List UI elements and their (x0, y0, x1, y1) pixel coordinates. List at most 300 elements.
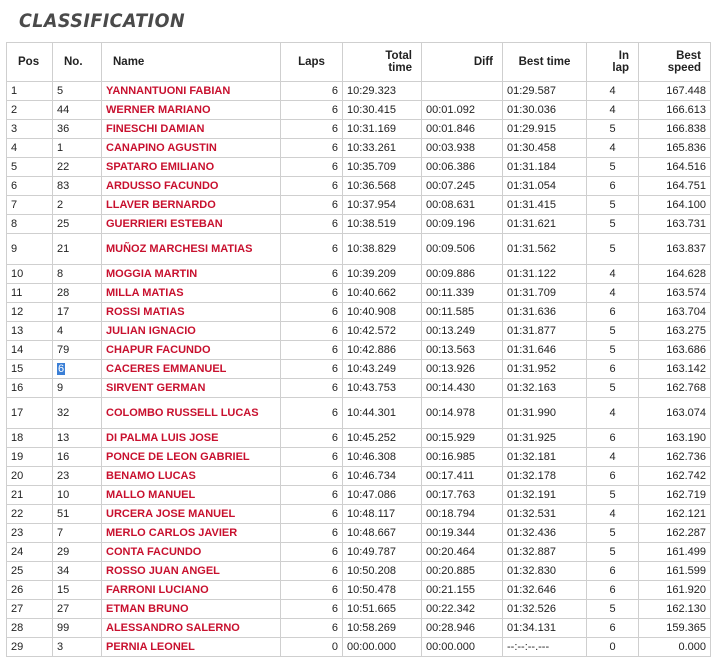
cell-name: ARDUSSO FACUNDO (102, 177, 281, 196)
col-header-no[interactable]: No. (53, 43, 102, 82)
cell-total-time: 10:40.908 (343, 303, 422, 322)
cell-in-lap: 6 (587, 619, 639, 638)
cell-no: 99 (53, 619, 102, 638)
cell-total-time: 10:49.787 (343, 543, 422, 562)
cell-best-time: 01:31.990 (503, 398, 587, 429)
cell-in-lap: 5 (587, 600, 639, 619)
cell-total-time: 00:00.000 (343, 638, 422, 657)
cell-in-lap: 5 (587, 543, 639, 562)
cell-diff: 00:08.631 (422, 196, 503, 215)
cell-diff: 00:17.763 (422, 486, 503, 505)
table-row[interactable] (7, 448, 711, 467)
cell-diff: 00:06.386 (422, 158, 503, 177)
cell-pos: 9 (7, 234, 53, 265)
cell-no: 17 (53, 303, 102, 322)
cell-best-speed: 163.574 (639, 284, 711, 303)
cell-total-time: 10:30.415 (343, 101, 422, 120)
cell-laps: 6 (281, 284, 343, 303)
table-row[interactable] (7, 581, 711, 600)
cell-diff: 00:01.092 (422, 101, 503, 120)
table-row[interactable] (7, 284, 711, 303)
cell-in-lap: 4 (587, 505, 639, 524)
cell-total-time: 10:37.954 (343, 196, 422, 215)
cell-total-time: 10:36.568 (343, 177, 422, 196)
table-row[interactable] (7, 341, 711, 360)
cell-name: WERNER MARIANO (102, 101, 281, 120)
cell-pos: 22 (7, 505, 53, 524)
cell-name: MILLA MATIAS (102, 284, 281, 303)
cell-pos: 17 (7, 398, 53, 429)
col-header-in-lap-line2: lap (612, 62, 629, 74)
cell-laps: 6 (281, 265, 343, 284)
table-row[interactable] (7, 177, 711, 196)
cell-pos: 8 (7, 215, 53, 234)
cell-best-time: 01:32.181 (503, 448, 587, 467)
cell-best-time: 01:31.621 (503, 215, 587, 234)
cell-total-time: 10:51.665 (343, 600, 422, 619)
cell-best-speed: 163.275 (639, 322, 711, 341)
cell-no: 15 (53, 581, 102, 600)
cell-name: MALLO MANUEL (102, 486, 281, 505)
cell-best-speed: 162.768 (639, 379, 711, 398)
table-row[interactable] (7, 158, 711, 177)
cell-name: YANNANTUONI FABIAN (102, 82, 281, 101)
cell-no: 34 (53, 562, 102, 581)
table-row[interactable] (7, 600, 711, 619)
cell-best-time: 01:32.887 (503, 543, 587, 562)
cell-diff: 00:15.929 (422, 429, 503, 448)
cell-no: 32 (53, 398, 102, 429)
cell-best-speed: 163.142 (639, 360, 711, 379)
cell-diff: 00:11.585 (422, 303, 503, 322)
cell-diff: 00:19.344 (422, 524, 503, 543)
cell-name: SPATARO EMILIANO (102, 158, 281, 177)
table-row[interactable] (7, 467, 711, 486)
cell-in-lap: 5 (587, 322, 639, 341)
cell-best-speed: 0.000 (639, 638, 711, 657)
cell-in-lap: 5 (587, 196, 639, 215)
cell-total-time: 10:47.086 (343, 486, 422, 505)
table-row[interactable] (7, 638, 711, 657)
col-header-total-time-line1: Total (385, 50, 412, 62)
cell-diff: 00:09.506 (422, 234, 503, 265)
cell-best-speed: 163.074 (639, 398, 711, 429)
cell-name: ROSSO JUAN ANGEL (102, 562, 281, 581)
cell-no: 44 (53, 101, 102, 120)
col-header-pos[interactable]: Pos (7, 43, 53, 82)
cell-best-speed: 161.920 (639, 581, 711, 600)
cell-diff: 00:17.411 (422, 467, 503, 486)
cell-pos: 24 (7, 543, 53, 562)
cell-best-speed: 163.190 (639, 429, 711, 448)
table-row[interactable] (7, 322, 711, 341)
cell-no: 1 (53, 139, 102, 158)
cell-no: 83 (53, 177, 102, 196)
table-row[interactable] (7, 524, 711, 543)
cell-laps: 6 (281, 524, 343, 543)
cell-name: COLOMBO RUSSELL LUCAS (102, 398, 281, 429)
cell-best-speed: 161.599 (639, 562, 711, 581)
cell-name: MUÑOZ MARCHESI MATIAS (102, 234, 281, 265)
table-row[interactable] (7, 120, 711, 139)
cell-laps: 6 (281, 619, 343, 638)
cell-diff: 00:07.245 (422, 177, 503, 196)
cell-no (53, 360, 102, 379)
cell-no: 22 (53, 158, 102, 177)
classification-table (6, 42, 711, 657)
cell-best-speed: 163.686 (639, 341, 711, 360)
cell-best-time: 01:31.925 (503, 429, 587, 448)
cell-in-lap: 6 (587, 581, 639, 600)
cell-pos: 6 (7, 177, 53, 196)
table-row[interactable] (7, 379, 711, 398)
cell-total-time: 10:46.308 (343, 448, 422, 467)
cell-diff: 00:14.978 (422, 398, 503, 429)
cell-name: SIRVENT GERMAN (102, 379, 281, 398)
col-header-diff[interactable]: Diff (422, 43, 503, 82)
cell-best-speed: 162.742 (639, 467, 711, 486)
cell-pos: 15 (7, 360, 53, 379)
cell-best-time: 01:32.436 (503, 524, 587, 543)
cell-best-speed: 162.130 (639, 600, 711, 619)
cell-in-lap: 4 (587, 82, 639, 101)
table-row[interactable] (7, 82, 711, 101)
cell-total-time: 10:38.519 (343, 215, 422, 234)
cell-pos: 28 (7, 619, 53, 638)
cell-diff: 00:00.000 (422, 638, 503, 657)
cell-laps: 6 (281, 234, 343, 265)
cell-diff: 00:01.846 (422, 120, 503, 139)
cell-diff (422, 82, 503, 101)
cell-in-lap: 5 (587, 524, 639, 543)
table-body (7, 82, 711, 657)
table-row[interactable] (7, 543, 711, 562)
cell-best-time: 01:34.131 (503, 619, 587, 638)
cell-diff: 00:03.938 (422, 139, 503, 158)
cell-name: URCERA JOSE MANUEL (102, 505, 281, 524)
cell-laps: 6 (281, 467, 343, 486)
cell-total-time: 10:42.886 (343, 341, 422, 360)
cell-pos: 14 (7, 341, 53, 360)
cell-pos: 1 (7, 82, 53, 101)
cell-total-time: 10:48.667 (343, 524, 422, 543)
cell-in-lap: 4 (587, 101, 639, 120)
cell-laps: 0 (281, 638, 343, 657)
cell-no: 13 (53, 429, 102, 448)
cell-in-lap: 5 (587, 379, 639, 398)
cell-name: CACERES EMMANUEL (102, 360, 281, 379)
cell-no: 23 (53, 467, 102, 486)
cell-in-lap: 6 (587, 467, 639, 486)
cell-total-time: 10:38.829 (343, 234, 422, 265)
cell-name: FARRONI LUCIANO (102, 581, 281, 600)
cell-diff: 00:16.985 (422, 448, 503, 467)
cell-pos: 18 (7, 429, 53, 448)
cell-best-time: 01:29.587 (503, 82, 587, 101)
cell-name: MOGGIA MARTIN (102, 265, 281, 284)
cell-best-time: 01:32.526 (503, 600, 587, 619)
cell-name: ALESSANDRO SALERNO (102, 619, 281, 638)
cell-diff: 00:13.563 (422, 341, 503, 360)
cell-best-time: 01:31.122 (503, 265, 587, 284)
cell-laps: 6 (281, 101, 343, 120)
col-header-best-speed-line2: speed (667, 62, 701, 74)
cell-name: ETMAN BRUNO (102, 600, 281, 619)
cell-laps: 6 (281, 139, 343, 158)
cell-name: PONCE DE LEON GABRIEL (102, 448, 281, 467)
cell-in-lap: 5 (587, 234, 639, 265)
cell-in-lap: 6 (587, 303, 639, 322)
table-row[interactable] (7, 196, 711, 215)
cell-no: 8 (53, 265, 102, 284)
cell-best-time: 01:30.458 (503, 139, 587, 158)
cell-laps: 6 (281, 341, 343, 360)
cell-name: PERNIA LEONEL (102, 638, 281, 657)
table-row[interactable] (7, 101, 711, 120)
cell-diff: 00:22.342 (422, 600, 503, 619)
cell-in-lap: 6 (587, 429, 639, 448)
cell-laps: 6 (281, 303, 343, 322)
selected-text-highlight[interactable]: 6 (58, 363, 65, 375)
cell-total-time: 10:58.269 (343, 619, 422, 638)
cell-pos: 26 (7, 581, 53, 600)
cell-no: 5 (53, 82, 102, 101)
cell-total-time: 10:44.301 (343, 398, 422, 429)
cell-name: JULIAN IGNACIO (102, 322, 281, 341)
cell-laps: 6 (281, 196, 343, 215)
cell-laps: 6 (281, 398, 343, 429)
cell-in-lap: 0 (587, 638, 639, 657)
cell-laps: 6 (281, 581, 343, 600)
table-row[interactable] (7, 265, 711, 284)
cell-best-speed: 161.499 (639, 543, 711, 562)
cell-pos: 4 (7, 139, 53, 158)
table-row[interactable] (7, 139, 711, 158)
cell-total-time: 10:46.734 (343, 467, 422, 486)
cell-best-speed: 164.751 (639, 177, 711, 196)
col-header-laps[interactable]: Laps (281, 43, 343, 82)
cell-total-time: 10:39.209 (343, 265, 422, 284)
cell-diff: 00:28.946 (422, 619, 503, 638)
cell-best-time: --:--:--.--- (503, 638, 587, 657)
cell-best-time: 01:31.054 (503, 177, 587, 196)
cell-best-time: 01:31.636 (503, 303, 587, 322)
cell-no: 28 (53, 284, 102, 303)
cell-best-time: 01:31.952 (503, 360, 587, 379)
cell-laps: 6 (281, 486, 343, 505)
table-row[interactable] (7, 360, 711, 379)
cell-pos: 27 (7, 600, 53, 619)
cell-best-speed: 166.838 (639, 120, 711, 139)
cell-no: 27 (53, 600, 102, 619)
table-row[interactable] (7, 398, 711, 429)
cell-best-time: 01:32.830 (503, 562, 587, 581)
cell-pos: 10 (7, 265, 53, 284)
cell-no: 16 (53, 448, 102, 467)
cell-diff: 00:09.196 (422, 215, 503, 234)
table-row[interactable] (7, 619, 711, 638)
cell-best-speed: 162.121 (639, 505, 711, 524)
table-row[interactable] (7, 234, 711, 265)
cell-laps: 6 (281, 215, 343, 234)
cell-laps: 6 (281, 600, 343, 619)
cell-pos: 3 (7, 120, 53, 139)
col-header-total-time-line2: time (388, 62, 412, 74)
table-row[interactable] (7, 505, 711, 524)
cell-no: 79 (53, 341, 102, 360)
cell-total-time: 10:31.169 (343, 120, 422, 139)
cell-diff: 00:11.339 (422, 284, 503, 303)
col-header-name[interactable]: Name (102, 43, 281, 82)
cell-diff: 00:21.155 (422, 581, 503, 600)
cell-no: 21 (53, 234, 102, 265)
cell-best-time: 01:32.163 (503, 379, 587, 398)
cell-laps: 6 (281, 448, 343, 467)
cell-diff: 00:20.885 (422, 562, 503, 581)
cell-best-speed: 163.704 (639, 303, 711, 322)
cell-no: 51 (53, 505, 102, 524)
col-header-best-speed[interactable] (639, 43, 711, 82)
cell-best-time: 01:31.562 (503, 234, 587, 265)
cell-total-time: 10:33.261 (343, 139, 422, 158)
cell-diff: 00:20.464 (422, 543, 503, 562)
cell-no: 4 (53, 322, 102, 341)
table-row[interactable] (7, 429, 711, 448)
table-row[interactable] (7, 303, 711, 322)
col-header-total-time[interactable] (343, 43, 422, 82)
cell-name: LLAVER BERNARDO (102, 196, 281, 215)
cell-pos: 25 (7, 562, 53, 581)
cell-pos: 20 (7, 467, 53, 486)
cell-diff: 00:13.926 (422, 360, 503, 379)
cell-in-lap: 6 (587, 177, 639, 196)
section-header (6, 0, 710, 42)
cell-best-time: 01:30.036 (503, 101, 587, 120)
cell-total-time: 10:29.323 (343, 82, 422, 101)
cell-pos: 13 (7, 322, 53, 341)
cell-total-time: 10:43.753 (343, 379, 422, 398)
cell-best-speed: 166.613 (639, 101, 711, 120)
cell-best-time: 01:31.709 (503, 284, 587, 303)
cell-total-time: 10:40.662 (343, 284, 422, 303)
cell-diff: 00:09.886 (422, 265, 503, 284)
cell-diff: 00:14.430 (422, 379, 503, 398)
cell-pos: 19 (7, 448, 53, 467)
cell-best-time: 01:31.415 (503, 196, 587, 215)
cell-total-time: 10:50.478 (343, 581, 422, 600)
col-header-best-time[interactable]: Best time (503, 43, 587, 82)
table-row[interactable] (7, 562, 711, 581)
cell-in-lap: 6 (587, 562, 639, 581)
cell-total-time: 10:42.572 (343, 322, 422, 341)
cell-best-speed: 164.516 (639, 158, 711, 177)
cell-pos: 7 (7, 196, 53, 215)
cell-name: GUERRIERI ESTEBAN (102, 215, 281, 234)
cell-best-time: 01:29.915 (503, 120, 587, 139)
cell-laps: 6 (281, 82, 343, 101)
cell-name: DI PALMA LUIS JOSE (102, 429, 281, 448)
cell-no: 9 (53, 379, 102, 398)
table-header-row (7, 43, 711, 82)
cell-laps: 6 (281, 322, 343, 341)
cell-total-time: 10:35.709 (343, 158, 422, 177)
cell-best-speed: 162.719 (639, 486, 711, 505)
col-header-best-speed-line1: Best (676, 50, 701, 62)
cell-in-lap: 5 (587, 215, 639, 234)
cell-best-time: 01:31.184 (503, 158, 587, 177)
cell-name: CONTA FACUNDO (102, 543, 281, 562)
cell-no: 29 (53, 543, 102, 562)
cell-pos: 12 (7, 303, 53, 322)
cell-no: 2 (53, 196, 102, 215)
cell-laps: 6 (281, 505, 343, 524)
cell-in-lap: 4 (587, 265, 639, 284)
cell-laps: 6 (281, 120, 343, 139)
cell-best-speed: 162.736 (639, 448, 711, 467)
cell-best-speed: 163.837 (639, 234, 711, 265)
cell-name: BENAMO LUCAS (102, 467, 281, 486)
cell-no: 25 (53, 215, 102, 234)
cell-pos: 2 (7, 101, 53, 120)
cell-total-time: 10:50.208 (343, 562, 422, 581)
cell-laps: 6 (281, 543, 343, 562)
col-header-in-lap[interactable] (587, 43, 639, 82)
cell-in-lap: 5 (587, 120, 639, 139)
cell-in-lap: 5 (587, 341, 639, 360)
cell-in-lap: 4 (587, 139, 639, 158)
cell-in-lap: 4 (587, 284, 639, 303)
cell-best-time: 01:32.646 (503, 581, 587, 600)
cell-laps: 6 (281, 158, 343, 177)
cell-pos: 23 (7, 524, 53, 543)
cell-total-time: 10:45.252 (343, 429, 422, 448)
cell-no: 36 (53, 120, 102, 139)
cell-laps: 6 (281, 562, 343, 581)
cell-laps: 6 (281, 360, 343, 379)
col-header-in-lap-line1: In (618, 50, 629, 62)
cell-pos: 29 (7, 638, 53, 657)
cell-diff: 00:18.794 (422, 505, 503, 524)
cell-laps: 6 (281, 379, 343, 398)
cell-best-time: 01:32.178 (503, 467, 587, 486)
cell-best-speed: 163.731 (639, 215, 711, 234)
cell-laps: 6 (281, 429, 343, 448)
cell-name: CANAPINO AGUSTIN (102, 139, 281, 158)
cell-in-lap: 4 (587, 398, 639, 429)
cell-name: MERLO CARLOS JAVIER (102, 524, 281, 543)
cell-in-lap: 5 (587, 158, 639, 177)
cell-best-speed: 164.628 (639, 265, 711, 284)
section-title: CLASSIFICATION (19, 10, 186, 32)
cell-pos: 21 (7, 486, 53, 505)
cell-best-time: 01:32.531 (503, 505, 587, 524)
cell-pos: 11 (7, 284, 53, 303)
cell-total-time: 10:48.117 (343, 505, 422, 524)
cell-name: ROSSI MATIAS (102, 303, 281, 322)
cell-best-time: 01:32.191 (503, 486, 587, 505)
cell-in-lap: 5 (587, 486, 639, 505)
cell-in-lap: 4 (587, 448, 639, 467)
cell-name: FINESCHI DAMIAN (102, 120, 281, 139)
cell-best-speed: 159.365 (639, 619, 711, 638)
cell-pos: 16 (7, 379, 53, 398)
cell-best-speed: 165.836 (639, 139, 711, 158)
cell-no: 10 (53, 486, 102, 505)
cell-no: 3 (53, 638, 102, 657)
cell-best-speed: 164.100 (639, 196, 711, 215)
table-row[interactable] (7, 486, 711, 505)
table-row[interactable] (7, 215, 711, 234)
